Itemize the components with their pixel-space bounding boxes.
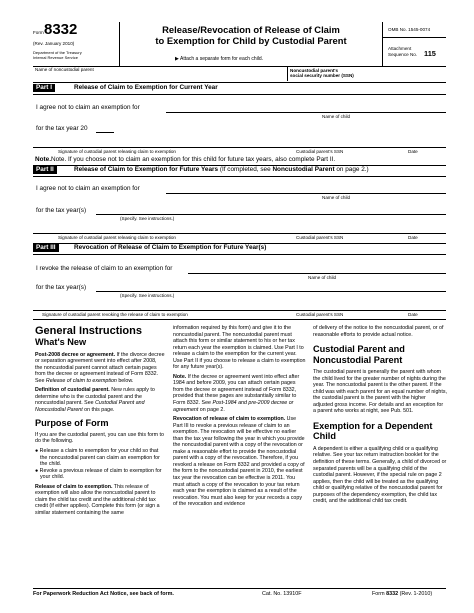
part3-signature-label: Signature of custodial parent revoking the release of claim to exemption (42, 312, 188, 317)
definition-paragraph (35, 387, 165, 413)
part3-child-name-label: Name of child (308, 275, 337, 280)
exemption-paragraph: A dependent is either a qualifying child or a qualifying relative. See your tax return instruction booklet for the definition of these terms. Generally, a child of divorced or separated parents will be a qualifying child of the custodial parent. However, if the special rule on page 2 applies, then the child will be treated as the qualifying child or qualifying relative of the noncustodial parent for purposes of the dependency exemption, the child tax credit, and the additional child tax credit. (313, 445, 447, 505)
part3-tax-year-label: for the tax year(s) (36, 284, 87, 291)
col2-note-lead: Note. (173, 373, 187, 380)
part3-bottom-rule (33, 319, 446, 320)
definition-lead: Definition of custodial parent. (35, 387, 110, 394)
definition-end: on this page. (82, 406, 115, 413)
instructions-column-2 (173, 325, 307, 508)
purpose-bullet-2: ● Revoke a previous release of claim to exemption for your child. (35, 467, 162, 481)
part2-ssn-label: Custodial parent's SSN (296, 235, 344, 240)
part1-top-rule (33, 82, 446, 83)
col2-note-end: on page 2. (198, 406, 225, 413)
part2-title-end: on page 2.) (334, 166, 369, 173)
part1-statement: I agree not to claim an exemption for (36, 104, 140, 111)
part2-title (74, 166, 369, 173)
post2008-ref: Release of claim to exemption (45, 377, 117, 384)
release-text: This release of exemption will also allow the noncustodial parent to claim the child tax credit and the additional child tax credit (if either applies). Complete this form (or sign a similar statement containing the same (35, 483, 160, 516)
custodial-parent-paragraph: The custodial parent is generally the parent with whom the child lived for the greater number of nights during the year. The noncustodial parent is the other parent. If the child was with each parent for an equal number of nights, the custodial parent is the parent with the higher adjusted gross income. For details and an exception for a parent who works at night, see Pub. 501. (313, 369, 447, 415)
part2-tag: Part II (33, 166, 57, 174)
part2-tax-year-label: for the tax year(s) (36, 207, 87, 214)
part1-tax-year-line[interactable] (96, 132, 114, 133)
part1-title: Release of Claim to Exemption for Current Year (74, 84, 218, 91)
instructions-column-1 (35, 325, 165, 516)
part2-tax-year-line[interactable] (96, 214, 446, 215)
col2-note-ref: Post-1984 and pre-2009 decree or agreement (173, 400, 294, 413)
custodial-parent-heading: Custodial Parent and Noncustodial Parent (313, 344, 405, 365)
form-title-line2: to Exemption for Child by Custodial Parent (155, 35, 347, 46)
attach-note (175, 56, 263, 62)
part3-child-name-line[interactable] (188, 273, 446, 274)
footer-form-number: 8332 (386, 591, 399, 597)
part3-ssn-label: Custodial parent's SSN (296, 312, 344, 317)
part1-tax-year-label: for the tax year 20 (36, 125, 88, 132)
treasury-dept: Department of the Treasury (33, 50, 82, 55)
paperwork-notice: For Paperwork Reduction Act Notice, see back of form. (33, 591, 174, 597)
sequence-label: Sequence No. (388, 52, 418, 57)
attachment-label: Attachment (388, 46, 412, 51)
form-title-line1: Release/Revocation of Release of Claim (162, 24, 340, 35)
sequence-number: 115 (424, 49, 436, 58)
bullet2-text: Revoke a previous release of claim to exemption for your child. (39, 467, 162, 481)
part3-tag: Part III (33, 244, 59, 252)
release-lead: Release of claim to exemption. (35, 483, 113, 490)
revocation-text: Use Part III to revoke a previous release of claim to an exemption. The revocation will be effective no earlier than the tax year following the year in which you provide the noncustodial parent with a copy of the revocation or make a reasonable effort to provide the noncustodial parent with a copy of the revocation. Therefore, if you revoked a release on Form 8332 and provided a copy of the form to the noncustodial parent in 2010, the earliest tax year the revocation can be effective is 2011. You must attach a copy of the revocation to your tax return each year the exemption is claimed as a result of the revocation. You must also keep for your records a copy of the revocation and evidence (173, 416, 305, 508)
form-number: 8332 (44, 21, 78, 38)
part1-child-name-line[interactable] (166, 112, 446, 113)
form-header (0, 0, 474, 80)
part2-header (33, 166, 446, 175)
part3-date-label: Date (408, 312, 418, 317)
post2008-end: below. (116, 377, 134, 384)
col3-revocation-continued: of delivery of the notice to the noncustodial parent, or of reasonable efforts to provide actual notice. (313, 325, 444, 338)
general-instructions-heading: General Instructions (35, 325, 142, 337)
purpose-paragraph: If you are the custodial parent, you can use this form to do the following. (35, 431, 164, 445)
part1-child-name-label: Name of child (322, 114, 351, 119)
irs-label: Internal Revenue Service (33, 55, 78, 60)
catalog-number: Cat. No. 13910F (262, 591, 302, 597)
part3-signature-line[interactable] (33, 310, 446, 311)
post2008-text: If the divorce decree or separation agreement went into effect after 2008, the noncustodial parent cannot attach certain pages from the decree or agreement instead of Form 8332. See (35, 351, 165, 384)
part2-child-name-line[interactable] (166, 193, 446, 194)
post2008-lead: Post-2008 decree or agreement. (35, 351, 116, 358)
revision-date: (Rev. January 2010) (33, 41, 75, 46)
purpose-bullet-1: ● Release a claim to exemption for your child so that the noncustodial parent can claim an exemption for the child. (35, 448, 160, 468)
part3-statement: I revoke the release of claim to an exemption for (36, 265, 173, 272)
part2-title-rest: (If completed, see (218, 166, 273, 173)
part1-ssn-label: Custodial parent's SSN (296, 149, 344, 154)
ssn-divider (287, 66, 288, 81)
footer-revision: (Rev. 1-2010) (399, 591, 433, 597)
ssn-label-line1: Noncustodial parent's (290, 68, 339, 73)
part3-tax-year-line[interactable] (96, 291, 446, 292)
part1-header-rule (33, 94, 446, 95)
part1-signature-line[interactable] (33, 147, 446, 148)
part2-date-label: Date (408, 235, 418, 240)
definition-ref: Custodial Parent and Noncustodial Parent (35, 400, 145, 413)
part2-signature-label: Signature of custodial parent releasing claim to exemption (58, 235, 176, 240)
definition-text: New rules apply to determine who is the custodial parent and the noncustodial parent. See (35, 387, 155, 407)
form-title (120, 24, 382, 46)
omb-rule (382, 37, 446, 38)
noncustodial-name-label: Name of noncustodial parent (35, 67, 94, 72)
col2-release-continued: information required by this form) and give it to the noncustodial parent. The noncustodial parent must attach this form or similar statement to his or her tax return each year the exemption is claimed. Use Part I to release a claim to the exemption for the current year. Use Part II if you choose to release a claim to exemption for any future year(s). (173, 325, 306, 371)
col2-note-text: If the decree or agreement went into effect after 1984 and before 2009, you can attach certain pages from the decree or agreement instead of Form 8332, provided that these pages are substantially similar to Form 8332. See (173, 373, 300, 407)
instructions-column-3 (313, 325, 447, 505)
part1-note: Note.Note. If you choose not to claim an exemption for this child for future tax years, also complete Part II. (35, 156, 336, 163)
post2008-paragraph (35, 352, 165, 385)
part1-tag: Part I (33, 84, 55, 92)
part1-header (33, 84, 446, 93)
form-label: Form (33, 30, 44, 35)
part2-title-main: Release of Claim to Exemption for Future Years (74, 166, 219, 173)
part1-signature-label: Signature of custodial parent releasing claim to exemption (58, 149, 176, 154)
part1-date-label: Date (408, 149, 418, 154)
purpose-heading: Purpose of Form (35, 418, 109, 429)
part2-statement: I agree not to claim an exemption for (36, 185, 140, 192)
footer-form-id (372, 591, 432, 597)
noncustodial-ssn-field[interactable] (372, 67, 446, 81)
noncustodial-name-field[interactable] (35, 72, 285, 81)
release-paragraph (35, 484, 165, 517)
part2-child-name-label: Name of child (322, 195, 351, 200)
part3-title: Revocation of Release of Claim to Exemption for Future Year(s) (74, 244, 267, 251)
part3-header-rule (33, 254, 446, 255)
ssn-label-line2: social security number (SSN) (290, 73, 354, 79)
part2-header-rule (33, 176, 446, 177)
revocation-paragraph (173, 416, 307, 508)
whats-new-heading: What's New (35, 337, 87, 347)
footer-rule (33, 588, 446, 589)
arrow-right-icon: ▶ (175, 56, 179, 62)
header-divider-right (382, 22, 383, 66)
col2-note-paragraph (173, 374, 307, 413)
noncustodial-ssn-label (290, 68, 354, 78)
part2-title-link: Noncustodial Parent (272, 166, 335, 173)
part2-specify-label: (Specify. See instructions.) (120, 216, 175, 221)
part2-signature-line[interactable] (33, 233, 446, 234)
part3-specify-label: (Specify. See instructions.) (120, 293, 175, 298)
omb-number: OMB No. 1545-0074 (388, 27, 431, 32)
part3-header (33, 244, 446, 253)
bullet1-text: Release a claim to exemption for your child so that the noncustodial parent can claim an exemption for the child. (39, 448, 160, 468)
footer-form-label: Form (372, 591, 385, 597)
exemption-heading: Exemption for a Dependent Child (313, 420, 433, 442)
revocation-lead: Revocation of release of claim to exemption. (173, 416, 286, 423)
part1-note-text: Note. If you choose not to claim an exemption for this child for future tax years, also complete Part II. (50, 156, 336, 163)
attach-note-text: Attach a separate form for each child. (179, 56, 264, 62)
